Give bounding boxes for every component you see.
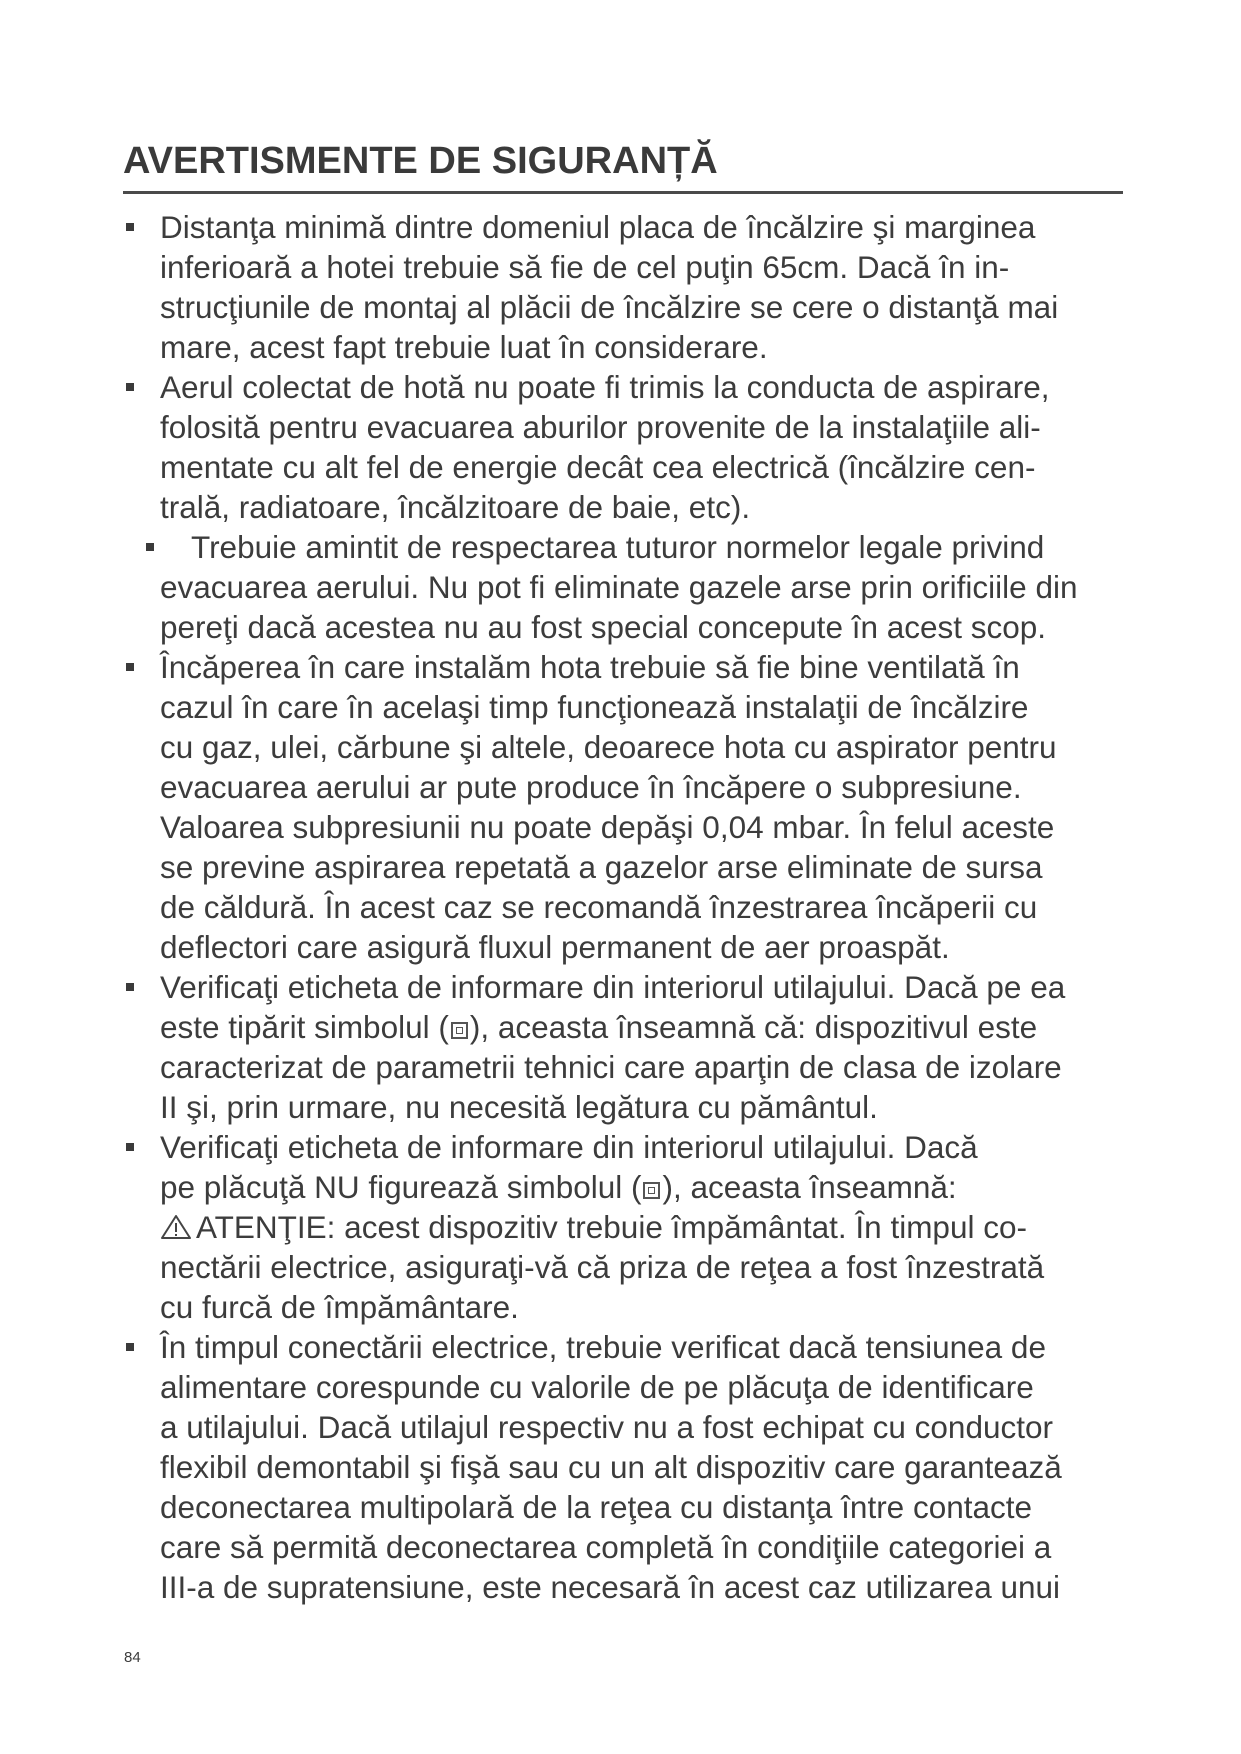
paragraph-line: mare, acest fapt trebuie luat în considerare.: [160, 329, 768, 365]
text-segment: ), aceasta înseamnă că: dispozitivul este: [469, 1009, 1038, 1045]
paragraph-line: pereţi dacă acestea nu au fost special concepute în acest scop.: [160, 609, 1047, 645]
square-bullet-icon: [126, 1143, 134, 1151]
paragraph-line: mentate cu alt fel de energie decât cea electrică (încălzire cen-: [160, 449, 1036, 485]
paragraph-line: Valoarea subpresiunii nu poate depăşi 0,04 mbar. În felul aceste: [160, 809, 1055, 845]
list-item: [123, 647, 1133, 967]
square-bullet-icon: [126, 223, 134, 231]
paragraph-line: folosită pentru evacuarea aburilor provenite de la instalaţiile ali-: [160, 409, 1041, 445]
text-segment: ), aceasta înseamnă:: [662, 1169, 957, 1205]
paragraph-line: alimentare corespunde cu valorile de pe plăcuţa de identificare: [160, 1369, 1034, 1405]
paragraph-line: Verificaţi eticheta de informare din interiorul utilajului. Dacă: [160, 1129, 978, 1165]
paragraph-line: III-a de supratensiune, este necesară în acest caz utilizarea unui: [160, 1569, 1061, 1605]
list-item: [123, 527, 1133, 647]
page-title: AVERTISMENTE DE SIGURANȚĂ: [123, 140, 718, 182]
title-underline: [123, 191, 1123, 194]
list-item: [123, 207, 1133, 367]
paragraph-line: flexibil demontabil şi fişă sau cu un alt dispozitiv care garantează: [160, 1449, 1062, 1485]
paragraph-line: deflectori care asigură fluxul permanent de aer proaspăt.: [160, 929, 950, 965]
safety-warnings-list: [123, 207, 1133, 1607]
list-item: [123, 1127, 1133, 1327]
paragraph-line: [160, 1207, 1133, 1247]
text-segment: pe plăcuţă NU figurează simbolul (: [160, 1169, 642, 1205]
paragraph-line: se previne aspirarea repetată a gazelor arse eliminate de sursa: [160, 849, 1043, 885]
page-number: 84: [124, 1649, 141, 1666]
paragraph-line: [160, 1007, 1133, 1047]
paragraph-line: cu furcă de împământare.: [160, 1289, 519, 1325]
paragraph-line: Trebuie amintit de respectarea tuturor normelor legale privind: [191, 529, 1045, 565]
paragraph-line: a utilajului. Dacă utilajul respectiv nu a fost echipat cu conductor: [160, 1409, 1053, 1445]
square-bullet-icon: [126, 383, 134, 391]
paragraph-line: de căldură. În acest caz se recomandă înzestrarea încăperii cu: [160, 889, 1038, 925]
paragraph-line: trală, radiatoare, încălzitoare de baie, etc).: [160, 489, 751, 525]
paragraph-line: cazul în care în acelaşi timp funcţionează instalaţii de încălzire: [160, 689, 1029, 725]
square-bullet-icon: [146, 543, 154, 551]
paragraph-line: În timpul conectării electrice, trebuie verificat dacă tensiunea de: [160, 1329, 1046, 1365]
text-segment: este tipărit simbolul (: [160, 1009, 449, 1045]
square-bullet-icon: [126, 1343, 134, 1351]
list-item: [123, 1327, 1133, 1607]
paragraph-line: caracterizat de parametrii tehnici care aparţin de clasa de izolare: [160, 1049, 1062, 1085]
paragraph-line: strucţiunile de montaj al plăcii de încălzire se cere o distanţă mai: [160, 289, 1059, 325]
paragraph-line: evacuarea aerului ar pute produce în încăpere o subpresiune.: [160, 769, 1022, 805]
square-bullet-icon: [126, 983, 134, 991]
paragraph-line: II şi, prin urmare, nu necesită legătura cu pământul.: [160, 1089, 878, 1125]
paragraph-line: Aerul colectat de hotă nu poate fi trimis la conducta de aspirare,: [160, 369, 1050, 405]
double-square-icon: [643, 1182, 660, 1199]
square-bullet-icon: [126, 663, 134, 671]
paragraph-line: care să permită deconectarea completă în condiţiile categoriei a: [160, 1529, 1052, 1565]
text-segment: ATENŢIE: acest dispozitiv trebuie împământat. În timpul co-: [196, 1209, 1027, 1245]
paragraph-line: inferioară a hotei trebuie să fie de cel puţin 65cm. Dacă în in-: [160, 249, 1010, 285]
paragraph-line: Încăperea în care instalăm hota trebuie să fie bine ventilată în: [160, 649, 1020, 685]
paragraph-line: nectării electrice, asiguraţi-vă că priza de reţea a fost înzestrată: [160, 1249, 1045, 1285]
double-square-icon: [451, 1022, 468, 1039]
paragraph-line: cu gaz, ulei, cărbune şi altele, deoarece hota cu aspirator pentru: [160, 729, 1057, 765]
paragraph-line: Verificaţi eticheta de informare din interiorul utilajului. Dacă pe ea: [160, 969, 1066, 1005]
warning-triangle-icon: [160, 1214, 192, 1240]
list-item: [123, 367, 1133, 527]
paragraph-line: deconectarea multipolară de la reţea cu distanţa între contacte: [160, 1489, 1033, 1525]
paragraph-line: [160, 1167, 1133, 1207]
paragraph-line: evacuarea aerului. Nu pot fi eliminate gazele arse prin orificiile din: [160, 569, 1078, 605]
list-item: [123, 967, 1133, 1127]
paragraph-line: Distanţa minimă dintre domeniul placa de încălzire şi marginea: [160, 209, 1036, 245]
